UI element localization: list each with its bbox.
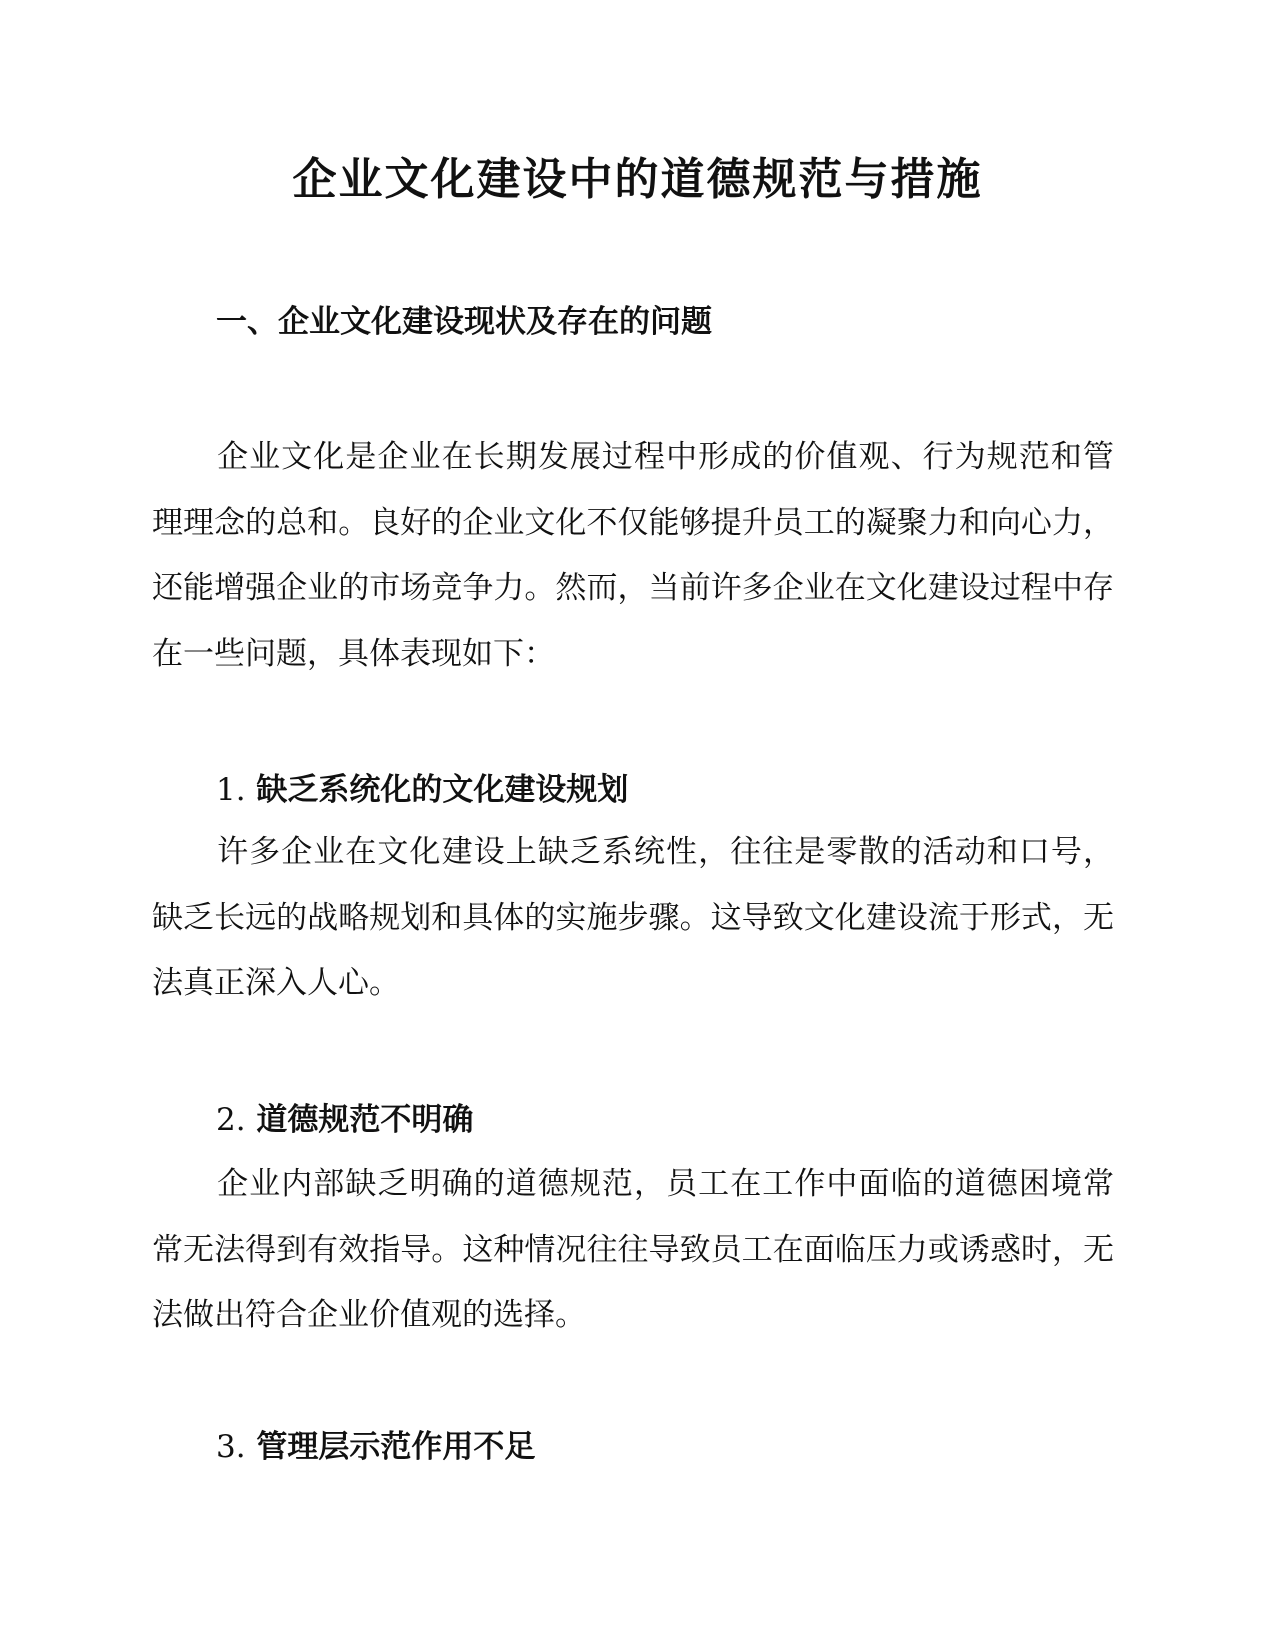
intro-paragraph-text: 企业文化是企业在长期发展过程中形成的价值观、行为规范和管理理念的总和。良好的企业文化不仅能够提升员工的凝聚力和向心力，还能增强企业的市场竞争力。然而，当前许多企业在文化建设过程中存在一些问题，具体表现如下： (152, 439, 1114, 672)
subsection-heading-1 (216, 768, 628, 812)
subsection-title: 道德规范不明确 (256, 1102, 474, 1138)
subsection-number: 3. (216, 1429, 246, 1465)
subsection-paragraph-text: 企业内部缺乏明确的道德规范，员工在工作中面临的道德困境常常无法得到有效指导。这种情况往往导致员工在面临压力或诱惑时，无法做出符合企业价值观的选择。 (152, 1166, 1114, 1333)
document-title: 企业文化建设中的道德规范与措施 (292, 154, 983, 205)
subsection-number: 2. (216, 1102, 246, 1138)
section-heading: 一、企业文化建设现状及存在的问题 (216, 304, 712, 340)
subsection-title: 管理层示范作用不足 (256, 1429, 536, 1465)
subsection-paragraph-1 (152, 820, 1114, 1017)
subsection-paragraph-text: 许多企业在文化建设上缺乏系统性，往往是零散的活动和口号，缺乏长远的战略规划和具体的实施步骤。这导致文化建设流于形式，无法真正深入人心。 (152, 834, 1114, 1001)
intro-paragraph (152, 425, 1114, 687)
subsection-heading-3 (216, 1425, 535, 1469)
subsection-heading-2 (216, 1098, 473, 1142)
subsection-paragraph-2 (152, 1152, 1114, 1349)
subsection-title: 缺乏系统化的文化建设规划 (256, 772, 629, 808)
subsection-number: 1. (216, 772, 246, 808)
